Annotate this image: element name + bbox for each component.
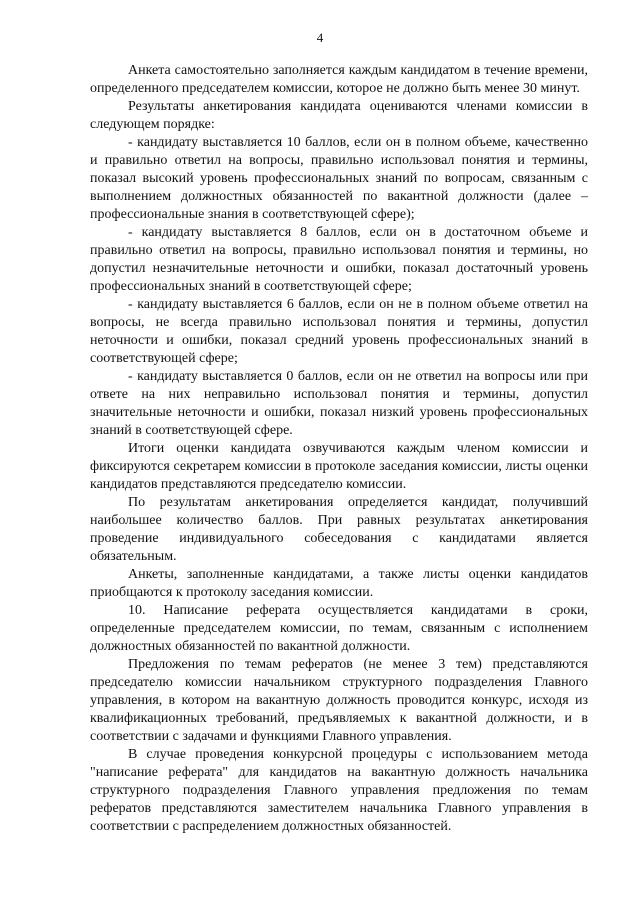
- paragraph-results-intro: Результаты анкетирования кандидата оцениваются членами комиссии в следующем порядке:: [90, 99, 588, 132]
- list-item-6-points: - кандидату выставляется 6 баллов, если он не в полном объеме ответил на вопросы, не всегда правильно использовал понятия и термины, допустил неточности и ошибки, показал средний уровень профессиональных знаний в соответствующей сфере;: [90, 297, 588, 366]
- list-item-8-points: - кандидату выставляется 8 баллов, если он в достаточном объеме и правильно ответил на вопросы, правильно использовал понятия и термины, но допустил незначительные неточности и ошибки, показал достаточный уровень профессиональных знаний в соответствующей сфере;: [90, 225, 588, 294]
- paragraph-questionnaire-time: Анкета самостоятельно заполняется каждым кандидатом в течение времени, определенного председателем комиссии, которое не должно быть менее 30 минут.: [90, 63, 588, 96]
- paragraph-winner-determination: По результатам анкетирования определяется кандидат, получивший наибольшее количество баллов. При равных результатах анкетирования проведение индивидуального собеседования с кандидатами является обязательным.: [90, 495, 588, 564]
- paragraph-attachments: Анкеты, заполненные кандидатами, а также листы оценки кандидатов приобщаются к протоколу заседания комиссии.: [90, 567, 588, 600]
- paragraph-head-position-case: В случае проведения конкурсной процедуры с использованием метода "написание реферата" для кандидатов на вакантную должность начальника структурного подразделения Главного управления предложения по темам рефератов представляются заместителем начальника Главного управления в соответствии с распределением должностных обязанностей.: [90, 747, 588, 834]
- paragraph-section-10: 10. Написание реферата осуществляется кандидатами в сроки, определенные председателем комиссии, по темам, связанным с исполнением должностных обязанностей по вакантной должности.: [90, 603, 588, 654]
- page-number: 4: [316, 30, 324, 45]
- list-item-10-points: - кандидату выставляется 10 баллов, если он в полном объеме, качественно и правильно ответил на вопросы, правильно использовал понятия и термины, показал высокий уровень профессиональных знаний по вопросам, связанным с выполнением должностных обязанностей по вакантной должности (далее – профессиональные знания в соответствующей сфере);: [90, 135, 588, 222]
- paragraph-topic-proposals: Предложения по темам рефератов (не менее 3 тем) представляются председателю комиссии начальником структурного подразделения Главного управления, в котором на вакантную должность проводится конкурс, исходя из квалификационных требований, предъявляемых к вакантной должности, и в соответствии с задачами и функциями Главного управления.: [90, 657, 588, 744]
- document-body: [90, 62, 588, 836]
- list-item-0-points: - кандидату выставляется 0 баллов, если он не ответил на вопросы или при ответе на них неправильно использовал понятия и термины, допустил значительные неточности и ошибки, показал низкий уровень профессиональных знаний в соответствующей сфере.: [90, 369, 588, 438]
- paragraph-evaluation-results: Итоги оценки кандидата озвучиваются каждым членом комиссии и фиксируются секретарем комиссии в протоколе заседания комиссии, листы оценки кандидатов представляются председателю комиссии.: [90, 441, 588, 492]
